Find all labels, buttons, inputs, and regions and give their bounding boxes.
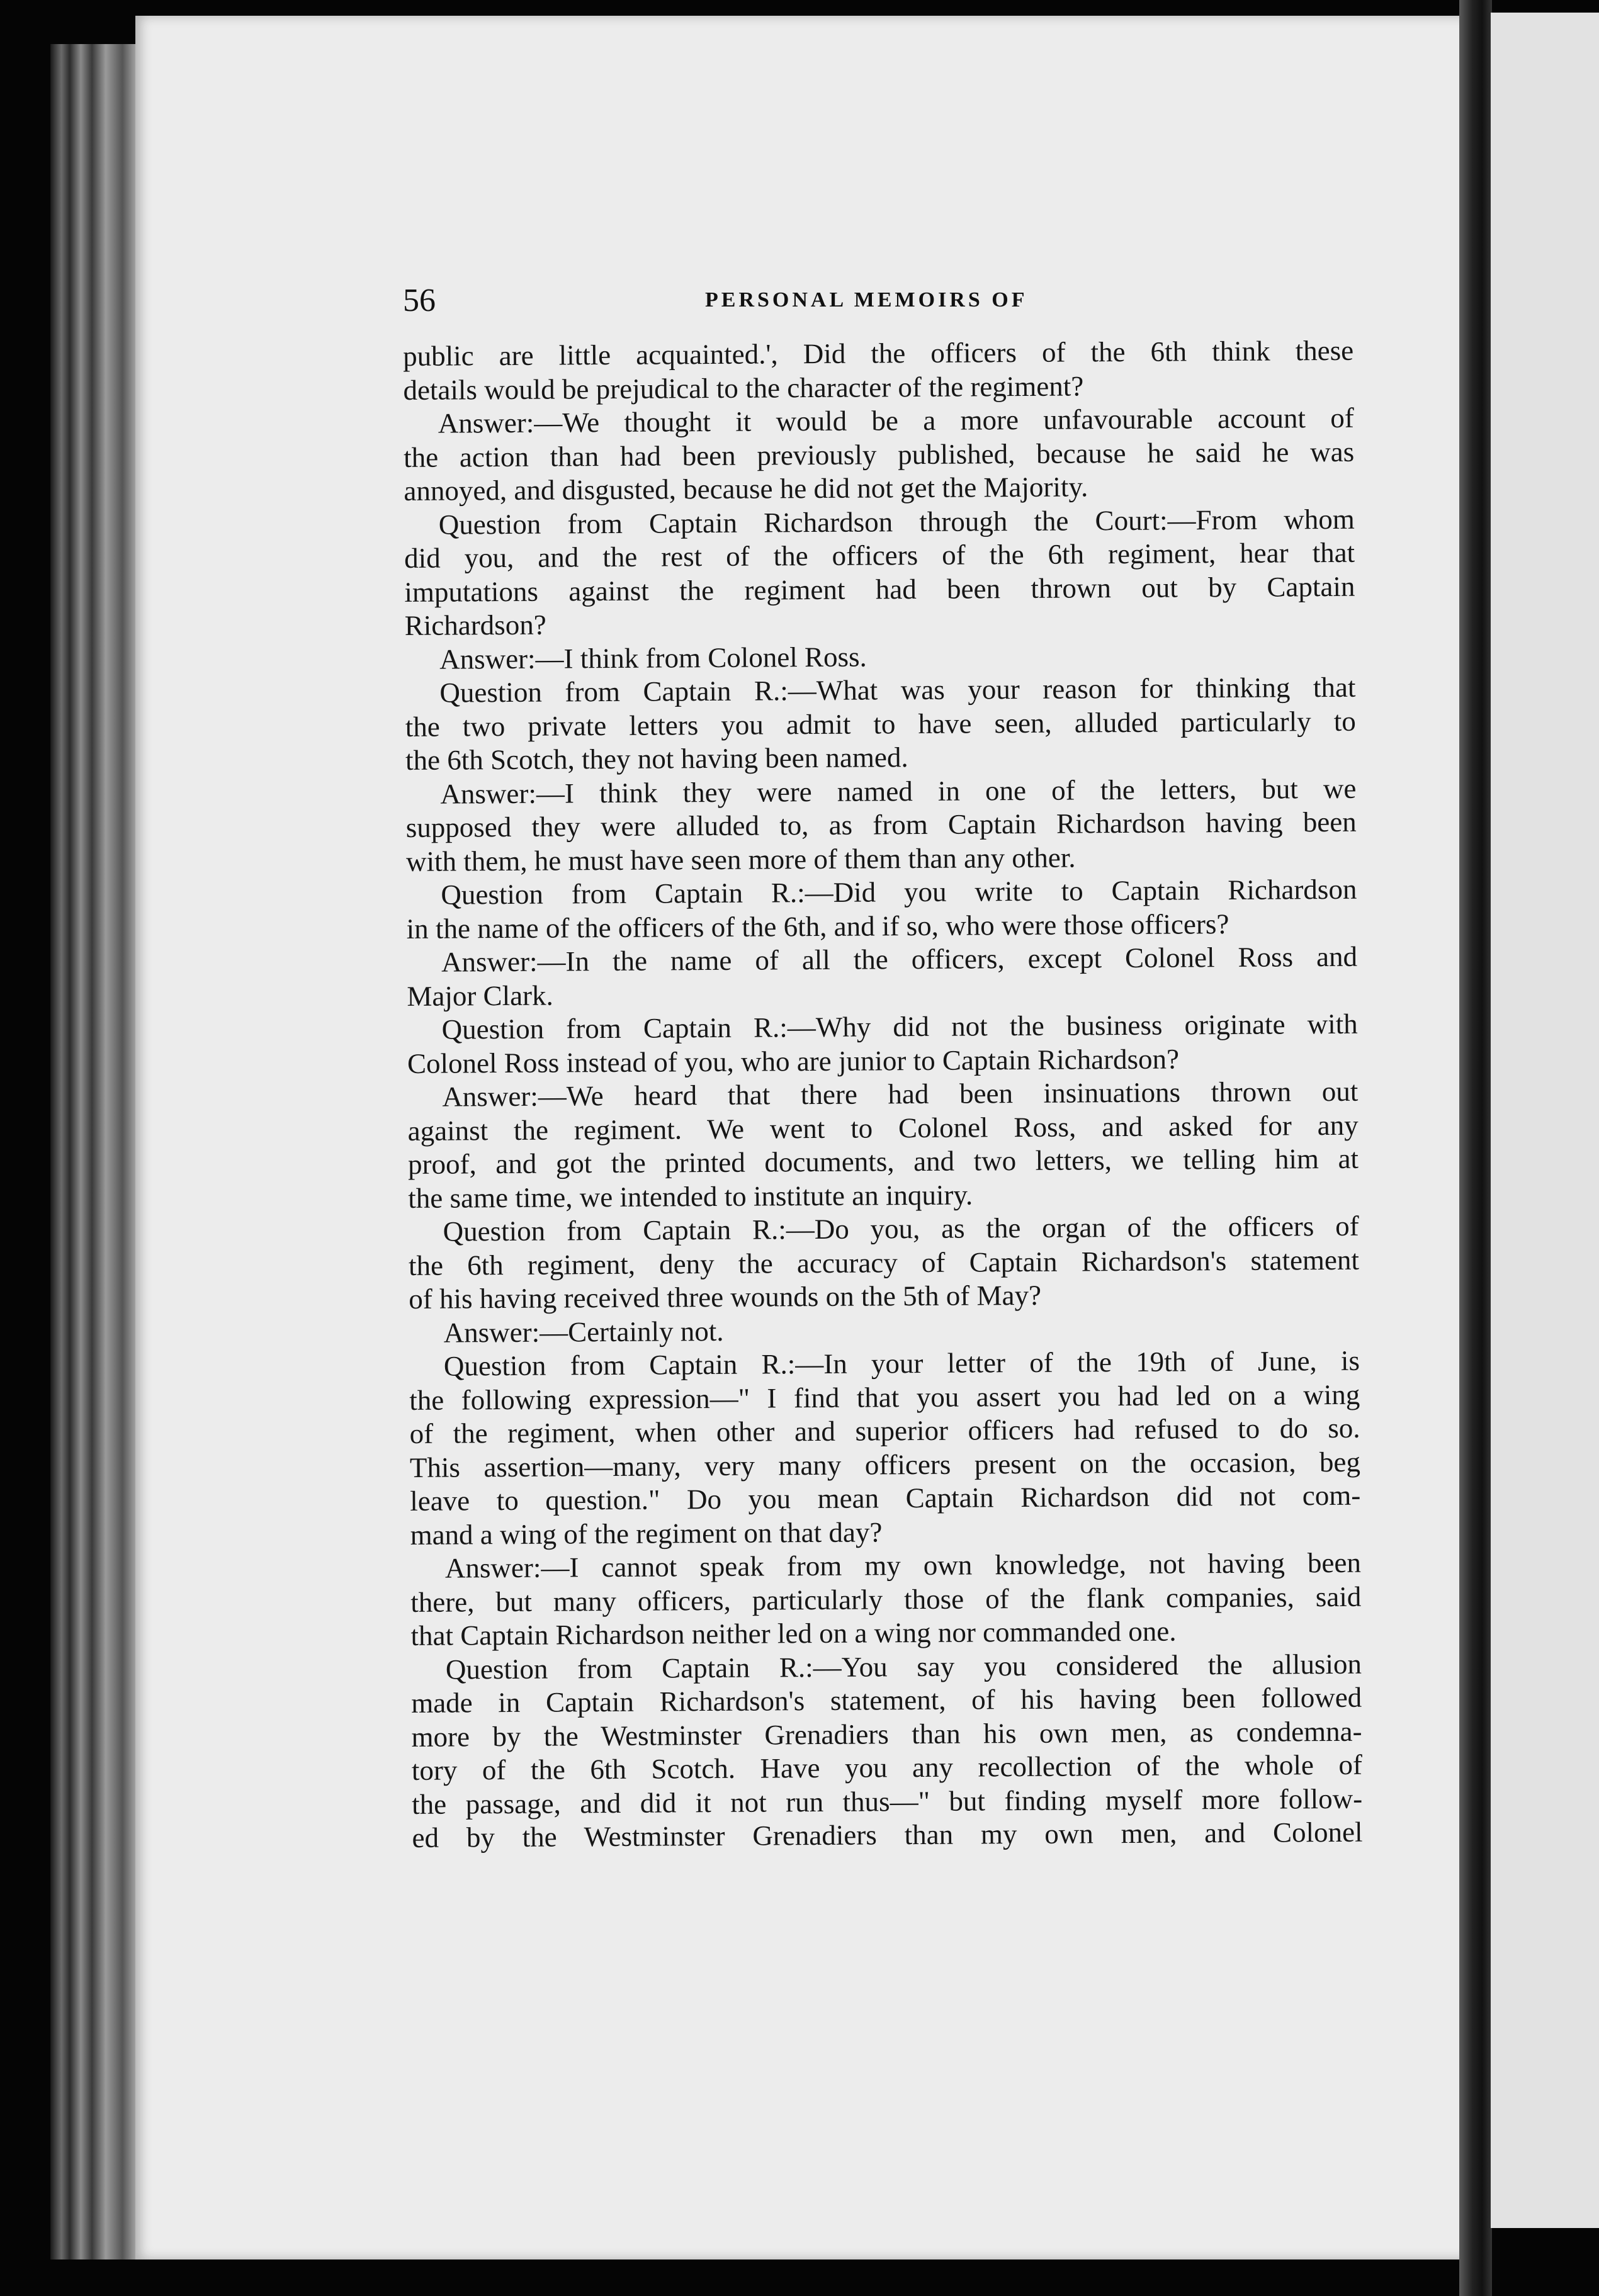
text-line: Richardson? (404, 609, 546, 641)
text-line: the same time, we intended to institute an inquiry. (408, 1178, 973, 1214)
text-line: Question from Captain R.:—Why did not the business originate with (441, 1008, 1358, 1045)
text-line: more by the Westminster Grenadiers than his own men, as condemna- (411, 1715, 1362, 1753)
text-line: Answer:—In the name of all the officers, except Colonel Ross and (441, 940, 1358, 978)
text-line: against the regiment. We went to Colonel Ross, and asked for any (407, 1109, 1359, 1147)
text-line: made in Captain Richardson's statement, of his having been followed (411, 1681, 1362, 1719)
text-line: the following expression—" I find that you assert you had led on a wing (409, 1378, 1360, 1416)
page-number: 56 (403, 283, 436, 318)
text-line: Answer:—We thought it would be a more unfavourable account of (438, 402, 1354, 439)
text-line: mand a wing of the regiment on that day? (410, 1516, 883, 1551)
text-line: Question from Captain R.:—Do you, as the organ of the officers of (443, 1210, 1359, 1247)
text-line: Question from Captain Richardson through the Court:—From whom (438, 503, 1355, 541)
text-line: in the name of the officers of the 6th, and if so, who were those officers? (406, 908, 1229, 945)
text-line: Answer:—I think they were named in one of the letters, but we (440, 772, 1357, 810)
text-line: the two private letters you admit to have seen, alluded particularly to (405, 705, 1356, 743)
text-line: details would be prejudical to the character of the regiment? (403, 369, 1084, 406)
facing-page-edge (1491, 13, 1599, 2228)
text-line: the passage, and did it not run thus—" but finding myself more follow- (412, 1782, 1363, 1820)
text-line: the 6th Scotch, they not having been named. (405, 741, 908, 776)
text-line: Answer:—I cannot speak from my own knowledge, not having been (444, 1546, 1362, 1584)
text-line: Question from Captain R.:—Did you write to Captain Richardson (441, 873, 1357, 911)
running-head-title: PERSONAL MEMOIRS OF (705, 288, 1028, 312)
text-line: did you, and the rest of the officers of the 6th regiment, hear that (404, 536, 1355, 574)
text-line: Colonel Ross instead of you, who are junior to Captain Richardson? (407, 1042, 1180, 1079)
text-line: Answer:—I think from Colonel Ross. (439, 641, 867, 675)
text-line: public are little acquainted.', Did the officers of the 6th think these (403, 334, 1354, 372)
text-line: ed by the Westminster Grenadiers than my own men, and Colonel (412, 1816, 1363, 1854)
text-line: the 6th regiment, deny the accuracy of Captain Richardson's statement (408, 1244, 1360, 1281)
text-line: the action than had been previously published, because he said he was (403, 436, 1355, 473)
text-line: annoyed, and disgusted, because he did not get the Majority. (404, 471, 1088, 507)
text-line: This assertion—many, very many officers present on the occasion, beg (409, 1446, 1361, 1483)
text-line: that Captain Richardson neither led on a wing nor commanded one. (410, 1615, 1177, 1652)
text-line: tory of the 6th Scotch. Have you any recollection of the whole of (411, 1748, 1363, 1786)
text-line: Question from Captain R.:—What was your reason for thinking that (439, 671, 1356, 709)
text-line: of the regiment, when other and superior officers had refused to do so. (409, 1412, 1360, 1449)
text-line: Answer:—Certainly not. (443, 1315, 724, 1349)
book-gutter (1459, 0, 1492, 2296)
text-line: imputations against the regiment had been thrown out by Captain (404, 570, 1355, 608)
text-line: Question from Captain R.:—You say you considered the allusion (445, 1648, 1362, 1685)
text-line: proof, and got the printed documents, and two letters, we telling him at (407, 1142, 1359, 1180)
running-head (403, 282, 1303, 320)
text-line: Question from Captain R.:—In your letter of the 19th of June, is (443, 1344, 1360, 1382)
text-line: of his having received three wounds on the 5th of May? (409, 1279, 1042, 1315)
text-line: supposed they were alluded to, as from Captain Richardson having been (405, 806, 1357, 843)
text-line: leave to question." Do you mean Captain Richardson did not com- (410, 1479, 1361, 1517)
body-text (403, 334, 1363, 1855)
text-line: Major Clark. (407, 979, 553, 1012)
text-line: there, but many officers, particularly those of the flank companies, said (410, 1580, 1362, 1618)
text-line: with them, he must have seen more of them than any other. (405, 841, 1076, 877)
text-line: Answer:—We heard that there had been insinuations thrown out (442, 1075, 1359, 1113)
